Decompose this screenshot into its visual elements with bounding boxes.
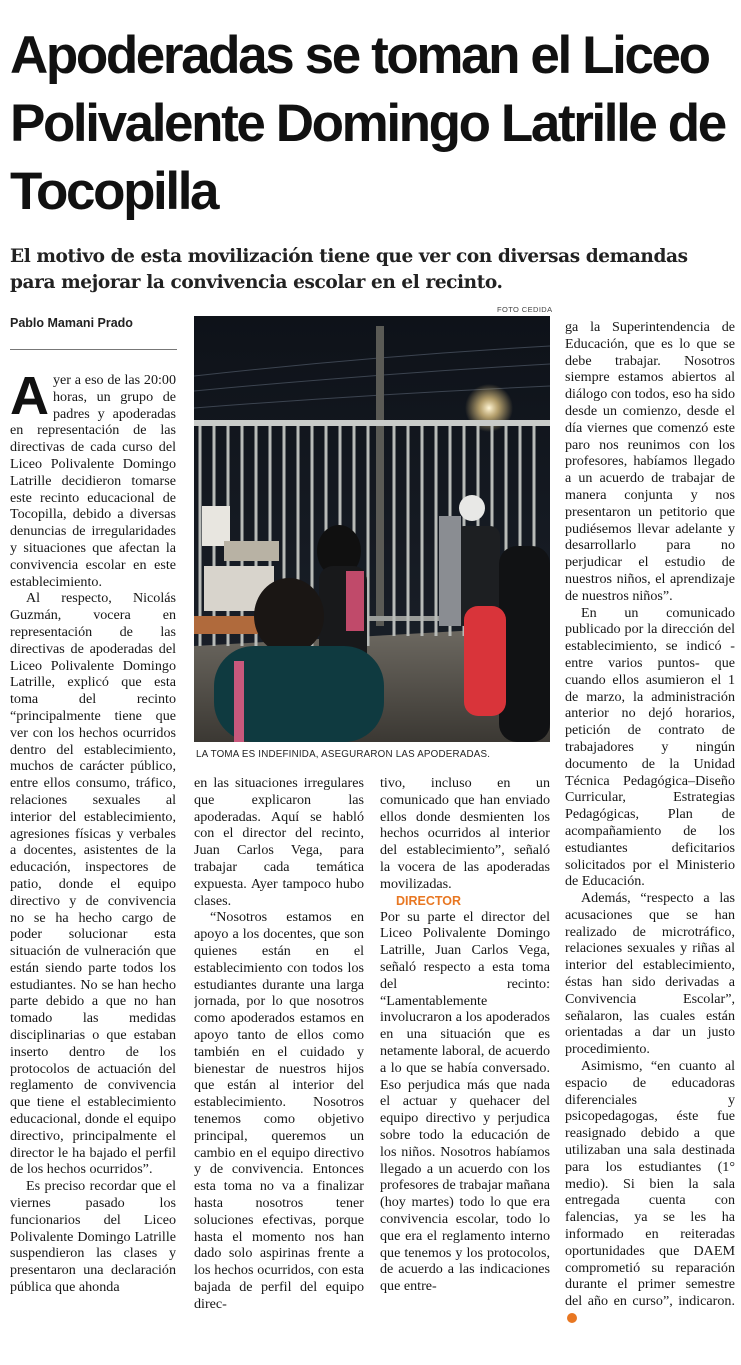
article-column-1 xyxy=(10,372,176,1358)
paragraph: “Nosotros estamos en apoyo a los docentes, que son quienes están en el establecimiento con todos los estudiantes durante una larga jornada, por lo que nosotros como apoderados estamos en apoyo tanto de ellos como también en el cuidado y bienestar de nuestros hijos que están al interior del establecimiento. Nosotros tenemos como objetivo principal, queremos un cambio en el equipo directivo y de convivencia. Entonces esta toma no va a finalizar hasta nosotros tener soluciones efectivas, porque hasta el momento nos han dado solo aspirinas frente a los hechos ocurridos, con esta bajada de perfil del equipo direc- xyxy=(194,909,364,1312)
paragraph: Es preciso recordar que el viernes pasado los funcionarios del Liceo Polivalente Domingo Latrille suspendieron las clases y presentaron una declaración pública que ahonda xyxy=(10,1178,176,1296)
lead-paragraph xyxy=(10,372,176,590)
drop-cap: A xyxy=(10,372,49,426)
paragraph: Por su parte el director del Liceo Polivalente Domingo Latrille, Juan Carlos Vega, señaló respecto a esta toma del recinto: “Lamentablemente involucraron a los apoderados en una situación que es netamente laboral, de acuerdo a lo que se había conversado. Eso perjudica más que nada el actuar y quehacer del equipo directivo y perjudica sobre todo la educación de los niños. Nosotros habíamos llegado a un acuerdo con los profesores de trabajar mañana (hoy martes) todo lo que era convivencia escolar, todo lo que era el reglamento interno que tenemos y los protocolos, de acuerdo a las indicaciones que entre- xyxy=(380,908,550,1295)
end-mark-icon xyxy=(567,1313,577,1323)
final-paragraph xyxy=(565,1058,735,1327)
paragraph: Al respecto, Nicolás Guzmán, vocera en representación de las directivas de apoderadas del Liceo Polivalente Domingo Latrille, explicó que esta toma del recinto “principalmente tiene que ver con los hechos ocurridos dentro del establecimiento, muchos de carácter público, entre ellos consumo, tráfico, relaciones sexuales al interior del establecimiento, agresiones físicas y verbales a docentes, asistentes de la educación, inspectores de patio, donde el equipo directivo y de convivencia no se ha hecho cargo de poder solucionar esta situación de vulneración que están siendo parte todos los estudiantes. No se han hecho parte debido a que no han tomado las medidas disciplinarias o que estaban inserto dentro de los protocolos de actuación del reglamento de convivencia que tiene el establecimiento educacional, donde el equipo directivo, principalmente el director le ha bajado el perfil de los hechos ocurridos”. xyxy=(10,590,176,1178)
paragraph: Además, “respecto a las acusaciones que se han realizado de microtráfico, relaciones sexuales y riñas al interior del establecimiento, éstas han sido derivadas a Convivencia Escolar”, señalaron, las cuales están orientadas a dar un justo procedimiento. xyxy=(565,890,735,1058)
article-column-3 xyxy=(380,775,550,1358)
article-column-2 xyxy=(194,775,364,1358)
paragraph: en las situaciones irregulares que explicaron las apoderadas. Aquí se habló con el director del recinto, Juan Carlos Vega, para trabajar cada temática expuesta. Ayer tampoco hubo clases. xyxy=(194,775,364,909)
paragraph: tivo, incluso en un comunicado que han enviado ellos donde desmienten los hechos ocurridos al interior del establecimiento”, señaló la vocera de las apoderadas movilizadas. xyxy=(380,775,550,892)
section-subheading: DIRECTOR xyxy=(396,893,462,908)
news-photo xyxy=(194,316,550,742)
paragraph: En un comunicado publicado por la dirección del establecimiento, se indicó -entre varios puntos- que cuando ellos asumieron el 1 de marzo, la administración anterior no dejó horarios, petición de contrato de trabajadores y ningún documento de la Unidad Técnica Pedagógica–Diseño Curricular, Estrategias Pedagógicas, Plan de acompañamiento de los estudiantes deficitarios solicitados por el Ministerio de Educación. xyxy=(565,604,735,890)
paragraph: ga la Superintendencia de Educación, que es lo que se debe trabajar. Nosotros siempre estamos abiertos al diálogo con todos, eso ha sido desde un comienzo, desde el día viernes que comenzó este paro nos reunimos con los profesores, habíamos llegado a un acuerdo de trabajar de manera conjunta y nos presentaron un petitorio que pudiésemos llevar adelante y desarrollarlo para no perjudicar el estudio de nuestros niños, el aprendizaje de nuestros niños”. xyxy=(565,319,735,604)
photo-caption: LA TOMA ES INDEFINIDA, ASEGURARON LAS APODERADAS. xyxy=(196,749,491,760)
lead-paragraph-text: yer a eso de las 20:00 horas, un grupo de padres y apoderadas en representación de las directivas de cada curso del Liceo Polivalente Domingo Latrille decidieron tomarse este recinto educacional de Tocopilla, debido a diversas denuncias de irregularidades y situaciones que afectan la convivencia escolar en este establecimiento. xyxy=(10,372,176,590)
byline: Pablo Mamani Prado xyxy=(10,316,133,330)
subheadline: El motivo de esta movilización tiene que ver con diversas demandas para mejorar la convivencia escolar en el recinto. xyxy=(10,246,688,293)
photo-credit: FOTO CEDIDA xyxy=(497,305,553,314)
byline-divider xyxy=(10,349,177,350)
final-paragraph-text: Asimismo, “en cuanto al espacio de educadoras diferenciales y psicopedagogas, éste fue reasignado debido a que utilizaban una sala destinada para los estudiantes (1° medio). Si bien la sala entregada cuenta con falencias, ya se les ha informado en reiteradas oportunidades que DAEM comprometió su reparación durante el primer semestre del año en curso”, indicaron. xyxy=(565,1058,735,1310)
headline: Apoderadas se toman el Liceo Polivalente Domingo Latrille de Tocopilla xyxy=(10,26,725,221)
article-column-4 xyxy=(565,319,735,1358)
